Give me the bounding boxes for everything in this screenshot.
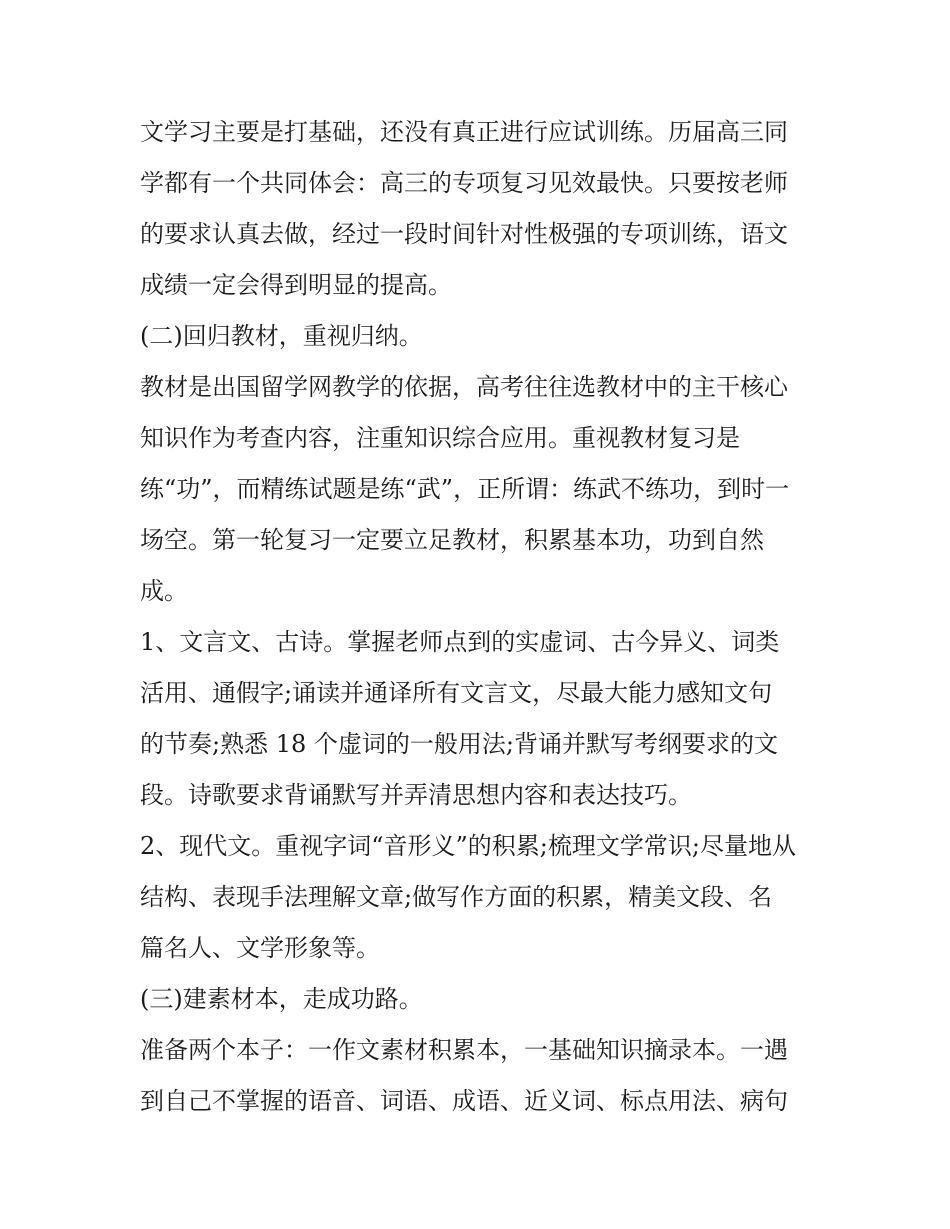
text-line: 练“功”，而精练试题是练“武”，正所谓：练武不练功，到时一 bbox=[140, 475, 790, 503]
text-line: 教材是出国留学网教学的依据，高考往往选教材中的主干核心 bbox=[140, 373, 788, 401]
section-heading: (三)建素材本，走成功路。 bbox=[140, 985, 423, 1013]
text-line: 的要求认真去做，经过一段时间针对性极强的专项训练，语文 bbox=[140, 220, 788, 248]
text-line: 成绩一定会得到明显的提高。 bbox=[140, 271, 452, 299]
text-line: 学都有一个共同体会：高三的专项复习见效最快。只要按老师 bbox=[140, 169, 788, 197]
text-line: 知识作为考查内容，注重知识综合应用。重视教材复习是 bbox=[140, 424, 740, 452]
text-line: 段。诗歌要求背诵默写并弄清思想内容和表达技巧。 bbox=[140, 781, 692, 809]
text-line: 的节奏;熟悉 18 个虚词的一般用法;背诵并默写考纲要求的文 bbox=[140, 730, 778, 758]
text-line: 场空。第一轮复习一定要立足教材，积累基本功，功到自然 bbox=[140, 526, 764, 554]
text-line: 准备两个本子：一作文素材积累本，一基础知识摘录本。一遇 bbox=[140, 1036, 788, 1064]
list-item-line: 1、文言文、古诗。掌握老师点到的实虚词、古今异义、词类 bbox=[140, 628, 780, 656]
document-body bbox=[140, 107, 820, 1127]
list-item-line: 2、现代文。重视字词“音形义”的积累;梳理文学常识;尽量地从 bbox=[140, 832, 796, 860]
text-line: 到自己不掌握的语音、词语、成语、近义词、标点用法、病句 bbox=[140, 1087, 788, 1115]
text-line: 文学习主要是打基础，还没有真正进行应试训练。历届高三同 bbox=[140, 118, 788, 146]
text-line: 结构、表现手法理解文章;做写作方面的积累，精美文段、名 bbox=[140, 883, 773, 911]
text-line: 活用、通假字;诵读并通译所有文言文，尽最大能力感知文句 bbox=[140, 679, 773, 707]
section-heading: (二)回归教材，重视归纳。 bbox=[140, 322, 423, 350]
text-line: 成。 bbox=[140, 577, 188, 605]
text-line: 篇名人、文学形象等。 bbox=[140, 934, 380, 962]
